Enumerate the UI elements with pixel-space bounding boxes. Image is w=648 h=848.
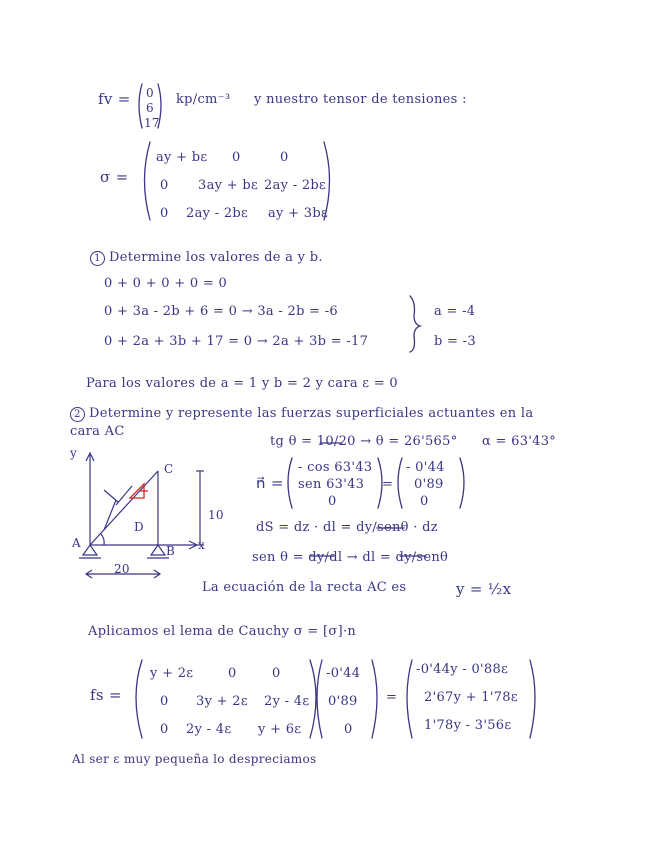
q2-number: 2 — [70, 407, 85, 422]
sigma-r2c1: 2ay - 2bε — [186, 206, 249, 221]
support-a — [83, 545, 97, 555]
fs-n-bracket-left — [317, 660, 322, 738]
system-brace — [410, 296, 420, 352]
fs-r1c1: 3y + 2ε — [196, 694, 248, 709]
fs-r2c1: 2y - 4ε — [186, 722, 232, 737]
sigma-r0c1: 0 — [232, 150, 241, 165]
diagram-y-label: y — [70, 446, 78, 460]
fv-v0: 0 — [146, 86, 154, 100]
q2-title2: cara AC — [70, 424, 125, 439]
fv-units: kp/cm⁻³ — [176, 92, 231, 107]
fs-res-bracket-left — [407, 660, 412, 738]
fv-v1: 6 — [146, 101, 154, 115]
q1-result-b: b = -3 — [434, 334, 476, 349]
n-num-1: 0'89 — [414, 477, 444, 492]
fs-label: fs = — [90, 686, 122, 704]
q2-title: Determine y represente las fuerzas superficiales actuantes en la — [89, 406, 534, 421]
fs-res-2: 1'78y - 3'56ε — [424, 718, 512, 733]
sigma-r2c0: 0 — [160, 206, 169, 221]
n-vec-1: sen 63'43 — [298, 477, 365, 492]
diagram-width: 20 — [114, 562, 130, 576]
diagram-x-label: x — [198, 538, 206, 552]
q1-title: Determine los valores de a y b. — [109, 250, 323, 265]
fs-r1c0: 0 — [160, 694, 169, 709]
q2-cauchy: Aplicamos el lema de Cauchy σ = [σ]·n — [88, 624, 357, 639]
q2-heading — [70, 406, 533, 422]
sigma-label: σ = — [100, 168, 129, 186]
diagram-point-c: C — [164, 462, 174, 476]
fs-n-2: 0 — [344, 722, 353, 737]
normal-arrow — [104, 500, 116, 530]
sigma-r1c0: 0 — [160, 178, 169, 193]
q1-number: 1 — [90, 251, 105, 266]
q1-eq0: 0 + 0 + 0 + 0 = 0 — [104, 276, 228, 291]
fs-n-1: 0'89 — [328, 694, 358, 709]
triangle-diagram — [79, 453, 204, 578]
fs-res-1: 2'67y + 1'78ε — [424, 690, 518, 705]
fs-n-0: -0'44 — [326, 666, 361, 681]
fs-r0c2: 0 — [272, 666, 281, 681]
q2-recta-eq: y = ½x — [456, 580, 512, 598]
q2-ds: dS = dz · dl = dy/senθ · dz — [256, 520, 438, 535]
q1-note: Para los valores de a = 1 y b = 2 y cara ε = 0 — [86, 376, 398, 391]
support-b — [151, 545, 165, 555]
fs-r2c0: 0 — [160, 722, 169, 737]
q2-final: Al ser ε muy pequeña lo despreciamos — [72, 752, 317, 766]
fs-matrix-bracket-right — [310, 660, 316, 738]
sigma-r0c0: ay + bε — [156, 150, 208, 165]
n-label: n⃗ = — [256, 474, 284, 492]
side-ac — [90, 471, 158, 545]
n-vec-2: 0 — [328, 494, 337, 509]
diagram-point-b: B — [166, 544, 176, 558]
n-num-0: - 0'44 — [406, 460, 445, 475]
sigma-r1c1: 3ay + bε — [198, 178, 258, 193]
sigma-r2c2: ay + 3bε — [268, 206, 328, 221]
fs-r2c2: y + 6ε — [258, 722, 302, 737]
sigma-bracket-left — [145, 142, 151, 220]
diagram-height: 10 — [208, 508, 224, 522]
fs-res-0: -0'44y - 0'88ε — [416, 662, 509, 677]
n-num-2: 0 — [420, 494, 429, 509]
n-vec-0: - cos 63'43 — [298, 460, 373, 475]
sigma-r0c2: 0 — [280, 150, 289, 165]
q1-eq2: 0 + 2a + 3b + 17 = 0 → 2a + 3b = -17 — [104, 334, 369, 349]
q1-heading — [90, 250, 323, 266]
fv-label: fv = — [98, 90, 131, 108]
q2-recta: La ecuación de la recta AC es — [202, 580, 407, 595]
n-num-bracket-left — [398, 458, 402, 508]
fs-n-bracket-right — [372, 660, 377, 738]
fs-r0c0: y + 2ε — [150, 666, 194, 681]
q2-tg: tg θ = 10/20 → θ = 26'565° — [270, 434, 458, 449]
fv-bracket-left — [139, 84, 142, 128]
fv-v2: 17 — [144, 116, 160, 130]
fv-text: y nuestro tensor de tensiones : — [254, 92, 467, 107]
q1-result-a: a = -4 — [434, 304, 476, 319]
q2-alpha: α = 63'43° — [482, 434, 557, 449]
fs-r0c1: 0 — [228, 666, 237, 681]
n-bracket-left — [288, 458, 292, 508]
sigma-r1c2: 2ay - 2bε — [264, 178, 327, 193]
fs-res-bracket-right — [530, 660, 535, 738]
diagram-point-a: A — [72, 536, 81, 550]
n-num-bracket-right — [460, 458, 464, 508]
q1-eq1: 0 + 3a - 2b + 6 = 0 → 3a - 2b = -6 — [104, 304, 339, 319]
fs-r1c2: 2y - 4ε — [264, 694, 310, 709]
diagram-point-d: D — [134, 520, 144, 534]
fs-matrix-bracket-left — [136, 660, 142, 738]
q2-sen: sen θ = dy/dl → dl = dy/senθ — [252, 550, 449, 565]
